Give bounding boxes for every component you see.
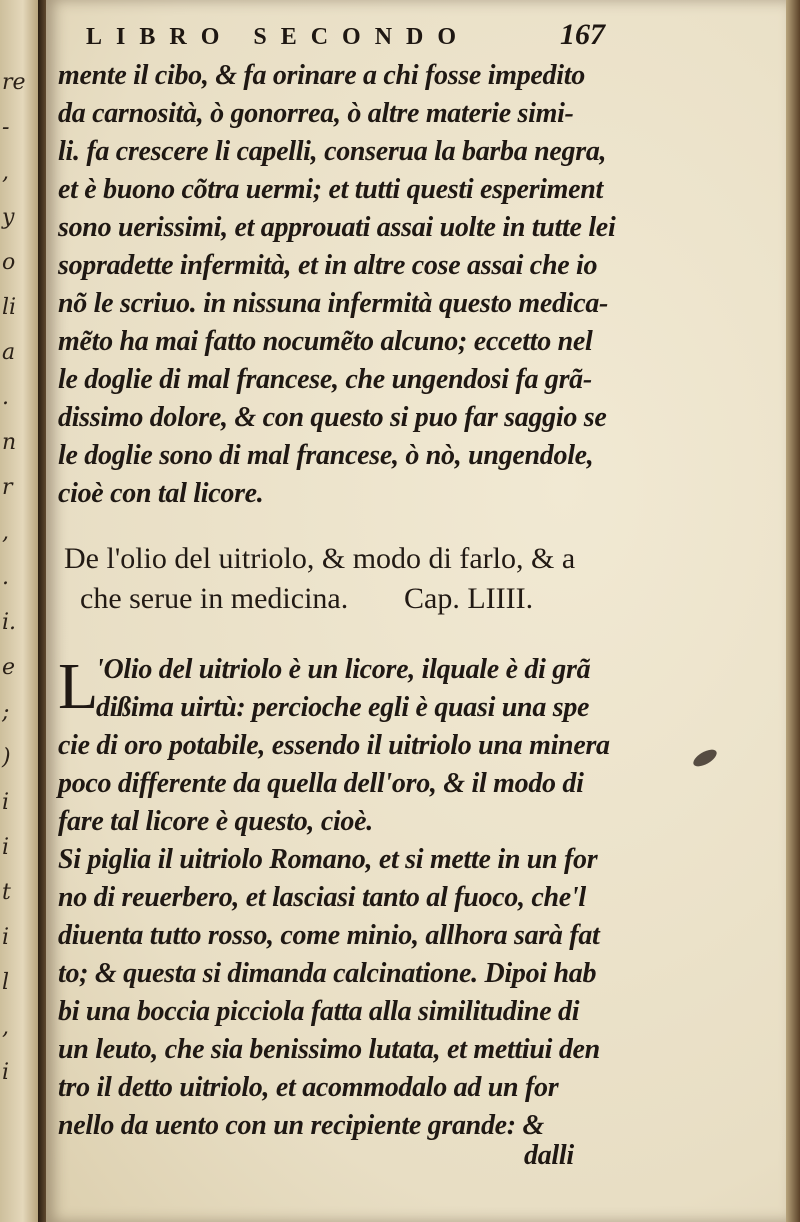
prev-page-fragment: y bbox=[2, 205, 15, 230]
text-line: et è buono cõtra uermi; et tutti questi esperiment bbox=[58, 174, 604, 205]
text-line: mente il cibo, & fa orinare a chi fosse impedito bbox=[58, 60, 585, 91]
prev-page-fragment: . bbox=[2, 385, 9, 410]
text-line: cie di oro potabile, essendo il uitriolo una minera bbox=[58, 730, 610, 761]
text-line: dißima uirtù: percioche egli è quasi una spe bbox=[96, 692, 590, 723]
text-line: tro il detto uitriolo, et acommodalo ad un for bbox=[58, 1072, 559, 1103]
text-line: fare tal licore è questo, cioè. bbox=[58, 806, 373, 837]
text-line: poco differente da quella dell'oro, & il modo di bbox=[58, 768, 584, 799]
prev-page-fragment: ; bbox=[2, 700, 10, 725]
prev-page-fragment: re bbox=[2, 70, 26, 95]
text-line: nõ le scriuo. in nissuna infermità questo medica- bbox=[58, 288, 609, 319]
catchword: dalli bbox=[524, 1140, 574, 1171]
text-line: li. fa crescere li capelli, conserua la barba negra, bbox=[58, 136, 607, 167]
prev-page-fragment: li bbox=[2, 295, 17, 320]
prev-page-fragment: r bbox=[2, 475, 13, 500]
prev-page-fragment: ) bbox=[2, 745, 11, 770]
chapter-number: Cap. LIIII. bbox=[404, 582, 534, 615]
prev-page-fragment: a bbox=[2, 340, 16, 365]
text-line: dissimo dolore, & con questo si puo far saggio se bbox=[58, 402, 607, 433]
prev-page-fragment: o bbox=[2, 250, 16, 275]
text-line: un leuto, che sia benissimo lutata, et mettiui den bbox=[58, 1034, 600, 1065]
text-line: da carnosità, ò gonorrea, ò altre materie simi- bbox=[58, 98, 574, 129]
chapter-heading-line1: De l'olio del uitriolo, & modo di farlo, & a bbox=[64, 542, 576, 575]
text-line: sono uerissimi, et approuati assai uolte in tutte lei bbox=[58, 212, 616, 243]
chapter-heading-line2: che serue in medicina. bbox=[80, 582, 349, 615]
text-line: to; & questa si dimanda calcinatione. Dipoi hab bbox=[58, 958, 597, 989]
prev-page-fragment: i. bbox=[2, 610, 17, 635]
prev-page-fragment: t bbox=[2, 880, 11, 905]
text-line: bi una boccia picciola fatta alla similitudine di bbox=[58, 996, 580, 1027]
text-line: no di reuerbero, et lasciasi tanto al fuoco, che'l bbox=[58, 882, 586, 913]
page-number: 167 bbox=[560, 18, 605, 51]
previous-page-edge bbox=[0, 0, 38, 1222]
text-line: le doglie di mal francese, che ungendosi fa grã- bbox=[58, 364, 592, 395]
prev-page-fragment: i bbox=[2, 1060, 10, 1085]
text-line: le doglie sono di mal francese, ò nò, ungendole, bbox=[58, 440, 594, 471]
prev-page-fragment: i bbox=[2, 925, 10, 950]
text-line: mẽto ha mai fatto nocumẽto alcuno; eccetto nel bbox=[58, 326, 593, 357]
prev-page-fragment: - bbox=[2, 115, 10, 140]
text-line: sopradette infermità, et in altre cose assai che io bbox=[58, 250, 598, 281]
text-line: cioè con tal licore. bbox=[58, 478, 264, 509]
prev-page-fragment: n bbox=[2, 430, 17, 455]
prev-page-fragment: , bbox=[2, 1015, 9, 1040]
prev-page-fragment: e bbox=[2, 655, 16, 680]
page-right-edge bbox=[786, 0, 800, 1222]
prev-page-fragment: i bbox=[2, 790, 10, 815]
text-line: Si piglia il uitriolo Romano, et si mette in un for bbox=[58, 844, 598, 875]
prev-page-fragment: , bbox=[2, 520, 9, 545]
prev-page-fragment: l bbox=[2, 970, 10, 995]
text-line: nello da uento con un recipiente grande: & bbox=[58, 1110, 544, 1141]
running-title: LIBRO SECONDO bbox=[86, 24, 471, 50]
text-line: diuenta tutto rosso, come minio, allhora sarà fat bbox=[58, 920, 600, 951]
drop-cap: L bbox=[58, 650, 99, 723]
prev-page-fragment: i bbox=[2, 835, 10, 860]
prev-page-fragment: , bbox=[2, 160, 9, 185]
prev-page-fragment: . bbox=[2, 565, 9, 590]
text-line: 'Olio del uitriolo è un licore, ilquale è di grã bbox=[96, 654, 591, 685]
